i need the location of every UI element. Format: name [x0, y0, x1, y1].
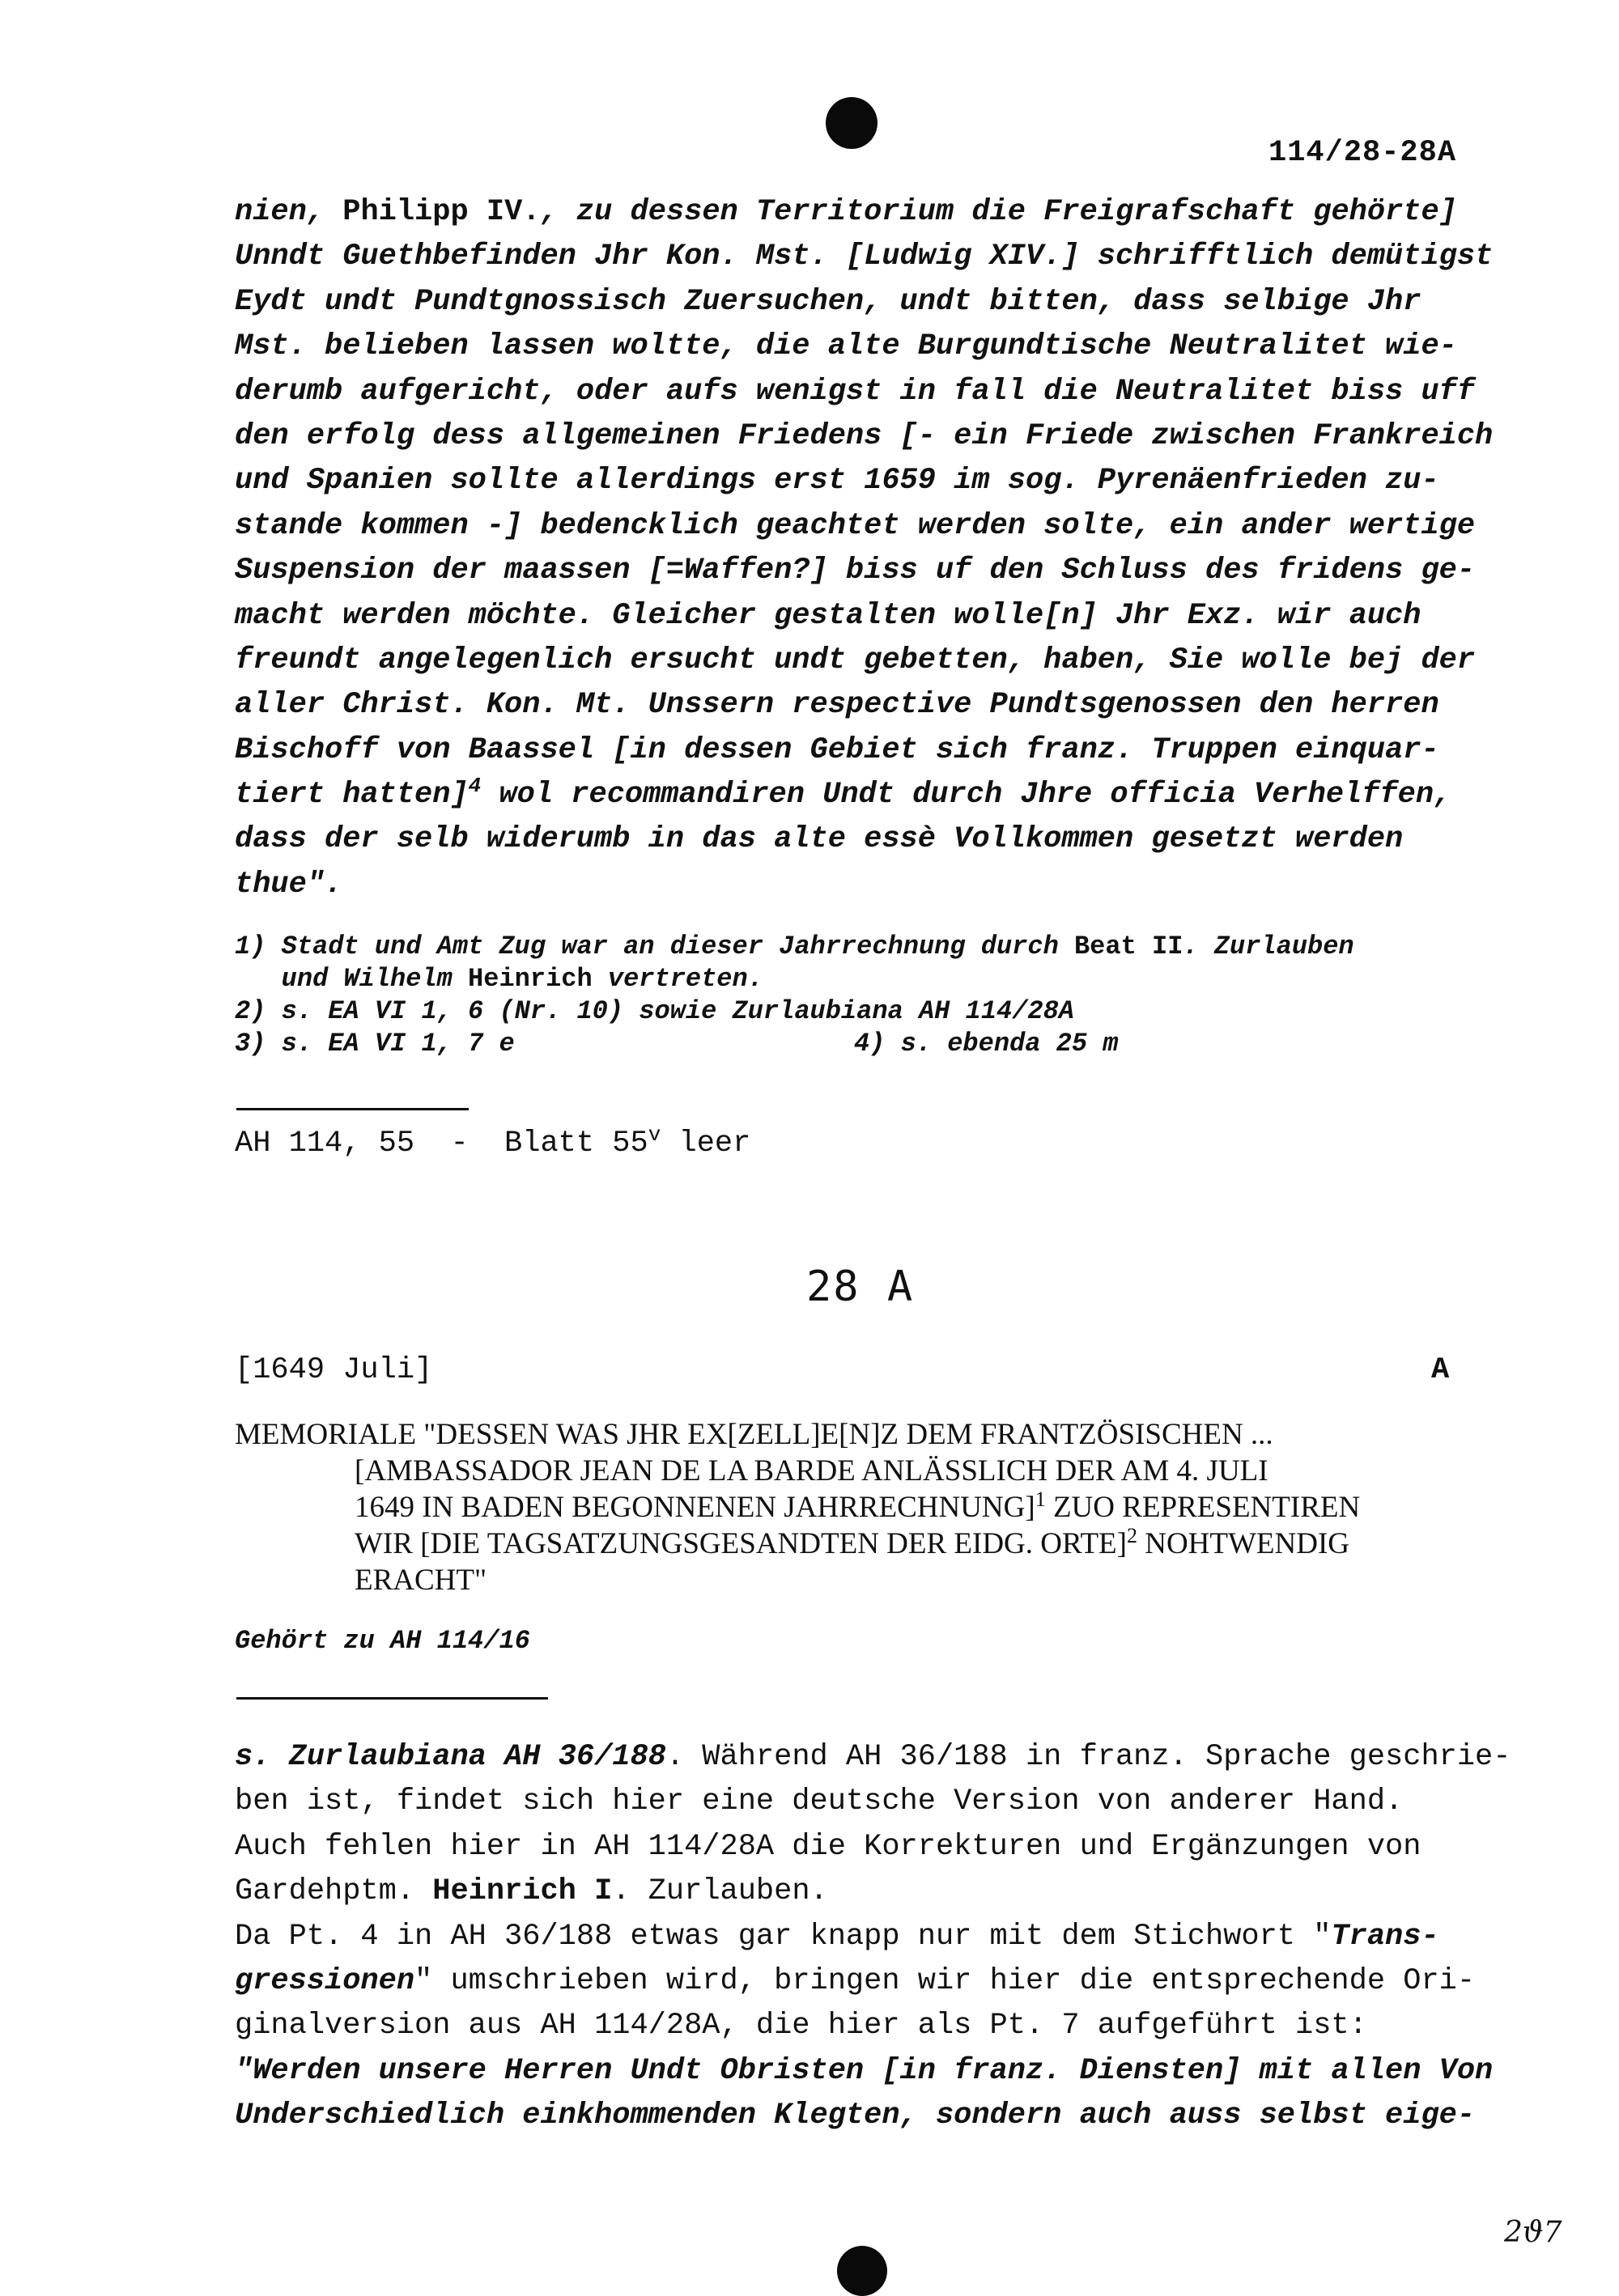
page-reference: 114/28-28A — [1268, 136, 1457, 170]
text-line: Suspension der maassen [=Waffen?] biss uf den Schluss des fridens ge- — [235, 554, 1476, 588]
footnote-ref: 4 — [468, 774, 482, 799]
text-line: nien, Philipp IV., zu dessen Territorium die Freigrafschaft gehörte] — [235, 195, 1457, 229]
memoriale-line: [AMBASSADOR JEAN DE LA BARDE ANLÄSSLICH DER AM 4. JULI — [355, 1454, 1268, 1488]
punch-hole-top — [826, 97, 877, 149]
handwritten-mark: 2ϑ7 — [1504, 2216, 1562, 2249]
footnotes — [235, 931, 1473, 1060]
text-line: "Werden unsere Herren Undt Obristen [in franz. Diensten] mit allen Von — [235, 2053, 1494, 2088]
text-line: den erfolg dess allgemeinen Friedens [- ein Friede zwischen Frankreich — [235, 418, 1494, 453]
text-line: derumb aufgericht, oder aufs wenigst in fall die Neutralitet biss uff — [235, 374, 1476, 409]
footnote-2: 2) s. EA VI 1, 6 (Nr. 10) sowie Zurlaubiana AH 114/28A — [235, 996, 1074, 1026]
memoriale-line: WIR [DIE TAGSATZUNGSGESANDTEN DER EIDG. ORTE]$^2$ NOHTWENDIG — [355, 1524, 1350, 1560]
text-line: thue". — [235, 867, 343, 902]
text-line: aller Christ. Kon. Mt. Unssern respective Pundtsgenossen den herren — [235, 688, 1439, 723]
section-heading: 28 A — [806, 1263, 915, 1311]
text-line: ben ist, findet sich hier eine deutsche Version von anderer Hand. — [235, 1785, 1404, 1819]
text-line: dass der selb widerumb in das alte essè Vollkommen gesetzt werden — [235, 822, 1404, 857]
memoriale-line: 1649 IN BADEN BEGONNENEN JAHRRECHNUNG]$^1$ ZUO REPRESENTIREN — [355, 1488, 1361, 1524]
memoriale-line: ERACHT" — [355, 1564, 487, 1597]
text-line: Auch fehlen hier in AH 114/28A die Korrekturen und Ergänzungen von — [235, 1829, 1421, 1864]
belongs-to-note: Gehört zu AH 114/16 — [235, 1626, 530, 1656]
text-line: Underschiedlich einkhommenden Klegten, sondern auch auss selbst eige- — [235, 2099, 1476, 2133]
text-line: macht werden möchte. Gleicher gestalten wolle[n] Jhr Exz. wir auch — [235, 598, 1421, 633]
text-line: Bischoff von Baassel [in dessen Gebiet sich franz. Truppen einquar- — [235, 732, 1439, 767]
text-line: tiert hatten]$^4$ wol recommandiren Undt durch Jhre officia Verhelffen, — [235, 774, 1452, 813]
text-line: stande kommen -] bedencklich geachtet werden solte, ein ander wertige — [235, 508, 1476, 543]
text-line: ginalversion aus AH 114/28A, die hier als Pt. 7 aufgeführt ist: — [235, 2009, 1367, 2043]
section-letter: A — [1431, 1353, 1450, 1387]
footnote-3-4: 3) s. EA VI 1, 7 e 4) s. ebenda 25 m — [235, 1029, 1119, 1059]
memoriale-line: MEMORIALE "DESSEN WAS JHR EX[ZELL]E[N]Z DEM FRANTZÖSISCHEN ... — [235, 1418, 1273, 1451]
text-line: Mst. belieben lassen woltte, die alte Burgundtische Neutralitet wie- — [235, 329, 1457, 364]
blatt-note: AH 114, 55 - Blatt 55$^v$ leer — [235, 1123, 751, 1161]
memoriale-title — [235, 1416, 1473, 1598]
separator-rule — [236, 1108, 469, 1110]
commentary-text — [235, 1735, 1511, 2139]
text-line: Da Pt. 4 in AH 36/188 etwas gar knapp nur mit dem Stichwort "Trans- — [235, 1919, 1439, 1954]
text-line: Unndt Guethbefinden Jhr Kon. Mst. [Ludwig XIV.] schrifftlich demütigst — [235, 240, 1494, 274]
text-line: gressionen" umschrieben wird, bringen wir hier die entsprechende Ori- — [235, 1963, 1476, 1998]
main-text — [235, 190, 1494, 907]
punch-hole-bottom — [837, 2246, 887, 2296]
text-line: Gardehptm. Heinrich I. Zurlauben. — [235, 1874, 828, 1909]
text-line: und Spanien sollte allerdings erst 1659 im sog. Pyrenäenfrieden zu- — [235, 464, 1439, 499]
date-line: [1649 Juli] — [235, 1353, 433, 1387]
footnote-1: 1) Stadt und Amt Zug war an dieser Jahrrechnung durch Beat II. Zurlauben — [235, 932, 1354, 961]
separator-rule — [236, 1697, 548, 1700]
text-line: Eydt undt Pundtgnossisch Zuersuchen, undt bitten, dass selbige Jhr — [235, 284, 1421, 319]
footnote-1-cont: und Wilhelm Heinrich vertreten. — [235, 964, 763, 994]
text-line: freundt angelegenlich ersucht undt gebetten, haben, Sie wolle bej der — [235, 643, 1476, 677]
text-line: s. Zurlaubiana AH 36/188. Während AH 36/188 in franz. Sprache geschrie- — [235, 1740, 1511, 1774]
